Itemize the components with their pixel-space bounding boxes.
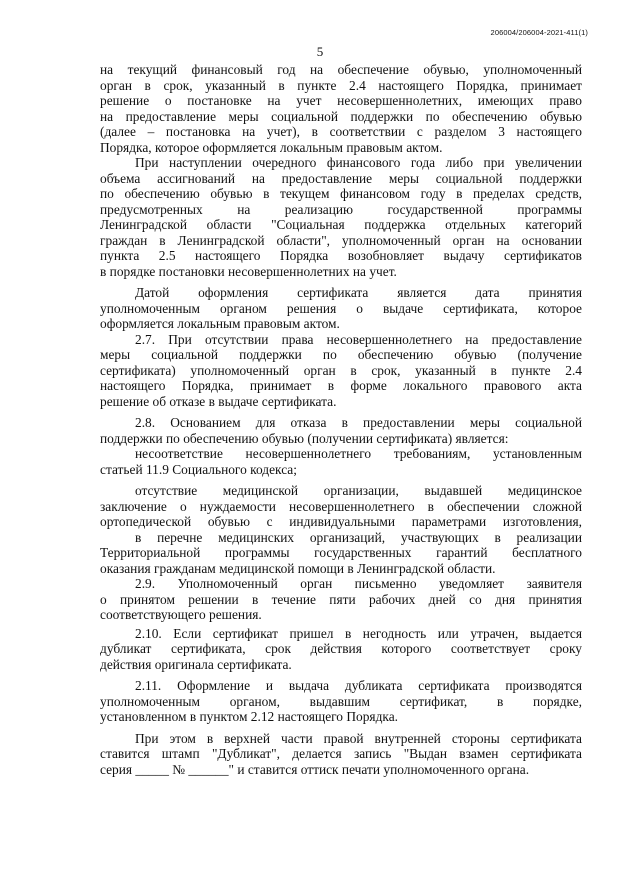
text-line: настоящего Порядка, принимает в форме локального правового акта xyxy=(100,378,582,393)
paragraph-2-8 xyxy=(100,415,582,446)
document-body xyxy=(100,62,582,777)
text-line: решение об отказе в выдаче сертификата. xyxy=(100,393,337,409)
text-line: в порядке постановки несовершеннолетних на учет. xyxy=(100,263,397,279)
text-line: Ленинградской области "Социальная поддержка отдельных категорий xyxy=(100,217,582,232)
text-line: Порядка, которое оформляется локальным правовым актом. xyxy=(100,139,443,155)
text-line: (далее – постановка на учет), в соответствии с разделом 3 настоящего xyxy=(100,124,582,139)
text-line: 2.7. При отсутствии права несовершеннолетнего на предоставление xyxy=(135,331,582,347)
text-line: несоответствие несовершеннолетнего требованиям, установленным xyxy=(135,446,582,461)
text-line: 2.10. Если сертификат пришел в негодность или утрачен, выдается xyxy=(135,625,582,641)
paragraph-2-11 xyxy=(100,678,582,725)
text-line: При этом в верхней части правой внутренней стороны сертификата xyxy=(135,730,582,746)
text-line: ортопедической обувью с индивидуальными параметрами изготовления, xyxy=(100,514,582,529)
text-line: ставится штамп "Дубликат", делается запись "Выдан взамен сертификата xyxy=(100,746,582,761)
paragraph-2-10 xyxy=(100,626,582,673)
text-line: граждан в Ленинградской области", уполномоченный орган на основании xyxy=(100,232,582,248)
text-line: оказания гражданам медицинской помощи в Ленинградской области. xyxy=(100,560,496,576)
text-line: статьей 11.9 Социального кодекса; xyxy=(100,461,297,477)
text-line: 2.9. Уполномоченный орган письменно уведомляет заявителя xyxy=(135,576,582,591)
text-line: установленном в пунктом 2.12 настоящего Порядка. xyxy=(100,709,398,724)
paragraph-next-fiscal-year xyxy=(100,155,582,279)
text-line: решение о постановке на учет несовершеннолетних, имеющих право xyxy=(100,93,582,108)
text-line: в перечне медицинских организаций, участвующих в реализации xyxy=(135,529,582,545)
text-line: действия оригинала сертификата. xyxy=(100,656,292,672)
text-line: орган в срок, указанный в пункте 2.4 настоящего Порядка, принимает xyxy=(100,77,582,93)
page-number: 5 xyxy=(316,44,324,59)
text-line: на текущий финансовый год на обеспечение обувью, уполномоченный xyxy=(100,62,582,77)
text-line: уполномоченным органом, выдавшим сертификат, в порядке, xyxy=(100,693,582,709)
paragraph-certificate-date xyxy=(100,285,582,332)
paragraph-2-9 xyxy=(100,576,582,623)
text-line: серия _____ № ______" и ставится оттиск печати уполномоченного органа. xyxy=(100,761,530,777)
text-line: заключение о нуждаемости несовершеннолетнего в обеспечении сложной xyxy=(100,498,582,514)
text-line: уполномоченным органом решения о выдаче сертификата, которое xyxy=(100,300,582,316)
text-line: объема ассигнований на предоставление меры социальной поддержки xyxy=(100,170,582,186)
text-line: пункта 2.5 настоящего Порядка возобновляет выдачу сертификатов xyxy=(100,248,582,263)
document-id: 206004/206004-2021-411(1) xyxy=(490,28,588,37)
text-line: предусмотренных на реализацию государственной программы xyxy=(100,201,582,217)
paragraph-2-7 xyxy=(100,332,582,410)
paragraph-2-8-item-2 xyxy=(100,483,582,576)
text-line: оформляется локальным правовым актом. xyxy=(100,316,340,331)
text-line: 2.11. Оформление и выдача дубликата сертификата производятся xyxy=(135,678,582,693)
text-line: поддержки по обеспечению обувью (получении сертификата) является: xyxy=(100,430,509,446)
text-line: Территориальной программы государственных гарантий бесплатного xyxy=(100,545,582,560)
paragraph-duplicate-stamp xyxy=(100,731,582,778)
text-line: меры социальной поддержки по обеспечению обувью (получение xyxy=(100,347,582,362)
paragraph-budget-continuation xyxy=(100,62,582,155)
text-line: дубликат сертификата, срок действия которого соответствует сроку xyxy=(100,641,582,656)
text-line: о принятом решении в течение пяти рабочих дней со дня принятия xyxy=(100,591,582,607)
paragraph-2-8-item-1 xyxy=(100,446,582,477)
text-line: Датой оформления сертификата является дата принятия xyxy=(135,285,582,300)
text-line: отсутствие медицинской организации, выдавшей медицинское xyxy=(135,483,582,498)
text-line: по обеспечению обувью в текущем финансовом году в пределах средств, xyxy=(100,186,582,201)
text-line: соответствующего решения. xyxy=(100,607,262,622)
text-line: При наступлении очередного финансового года либо при увеличении xyxy=(135,155,582,170)
text-line: сертификата) уполномоченный орган в срок, указанный в пункте 2.4 xyxy=(100,362,582,378)
text-line: 2.8. Основанием для отказа в предоставлении меры социальной xyxy=(135,415,582,430)
text-line: на предоставление меры социальной поддержки по обеспечению обувью xyxy=(100,108,582,124)
